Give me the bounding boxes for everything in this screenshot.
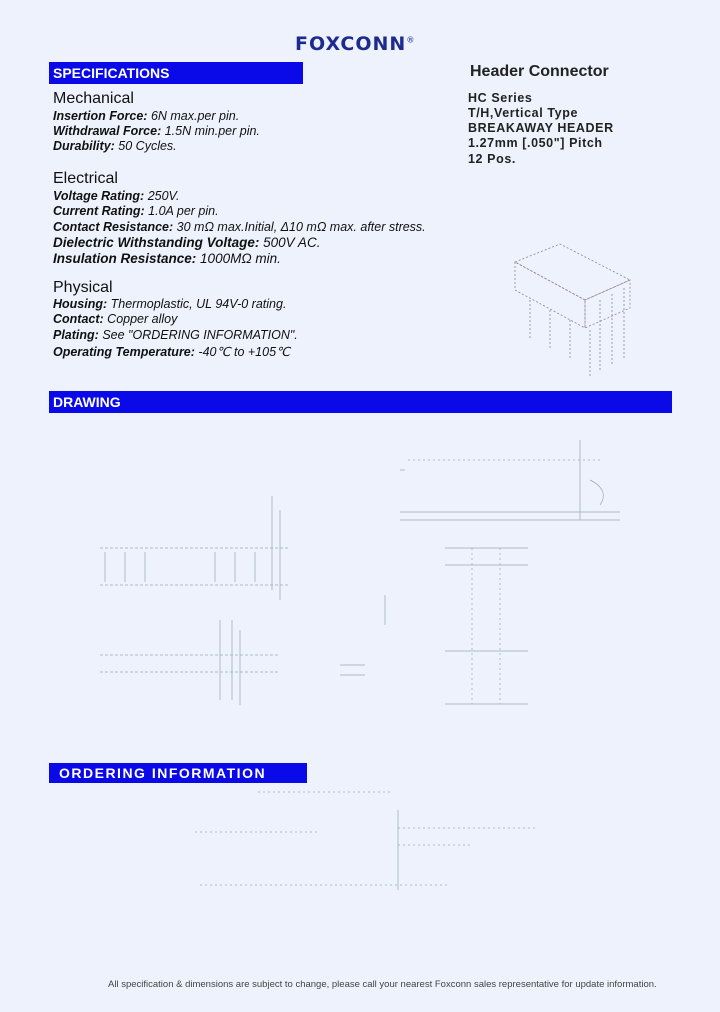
spec-housing: Housing: Thermoplastic, UL 94V-0 rating. — [53, 297, 287, 311]
foxconn-logo: FOXCONN® — [295, 33, 416, 55]
mechanical-heading: Mechanical — [53, 90, 134, 107]
product-line-series: HC Series — [468, 91, 533, 105]
spec-insertion-force: Insertion Force: 6N max.per pin. — [53, 109, 240, 123]
spec-contact: Contact: Copper alloy — [53, 312, 178, 326]
product-title: Header Connector — [470, 63, 609, 80]
physical-heading: Physical — [53, 279, 113, 296]
product-line-positions: 12 Pos. — [468, 152, 516, 166]
product-line-type: T/H,Vertical Type — [468, 106, 579, 120]
spec-plating: Plating: See "ORDERING INFORMATION". — [53, 328, 298, 342]
drawing-header: DRAWING — [49, 391, 672, 413]
specifications-header: SPECIFICATIONS — [49, 62, 303, 84]
spec-operating-temperature: Operating Temperature: -40℃ to +105℃ — [53, 345, 291, 359]
spec-current-rating: Current Rating: 1.0A per pin. — [53, 204, 219, 218]
electrical-heading: Electrical — [53, 170, 118, 187]
spec-insulation-resistance: Insulation Resistance: 1000MΩ min. — [53, 251, 281, 266]
spec-withdrawal-force: Withdrawal Force: 1.5N min.per pin. — [53, 124, 260, 138]
spec-contact-resistance: Contact Resistance: 30 mΩ max.Initial, Δ10 mΩ max. after stress. — [53, 220, 426, 234]
spec-durability: Durability: 50 Cycles. — [53, 139, 177, 153]
ordering-information-header: ORDERING INFORMATION — [49, 763, 307, 783]
footer-disclaimer: All specification & dimensions are subject to change, please call your nearest Foxconn sales representative for update information. — [108, 979, 657, 990]
product-line-pitch: 1.27mm [.050"] Pitch — [468, 136, 603, 150]
spec-voltage-rating: Voltage Rating: 250V. — [53, 189, 180, 203]
product-line-header: BREAKAWAY HEADER — [468, 121, 614, 135]
spec-dielectric-voltage: Dielectric Withstanding Voltage: 500V AC. — [53, 235, 321, 250]
